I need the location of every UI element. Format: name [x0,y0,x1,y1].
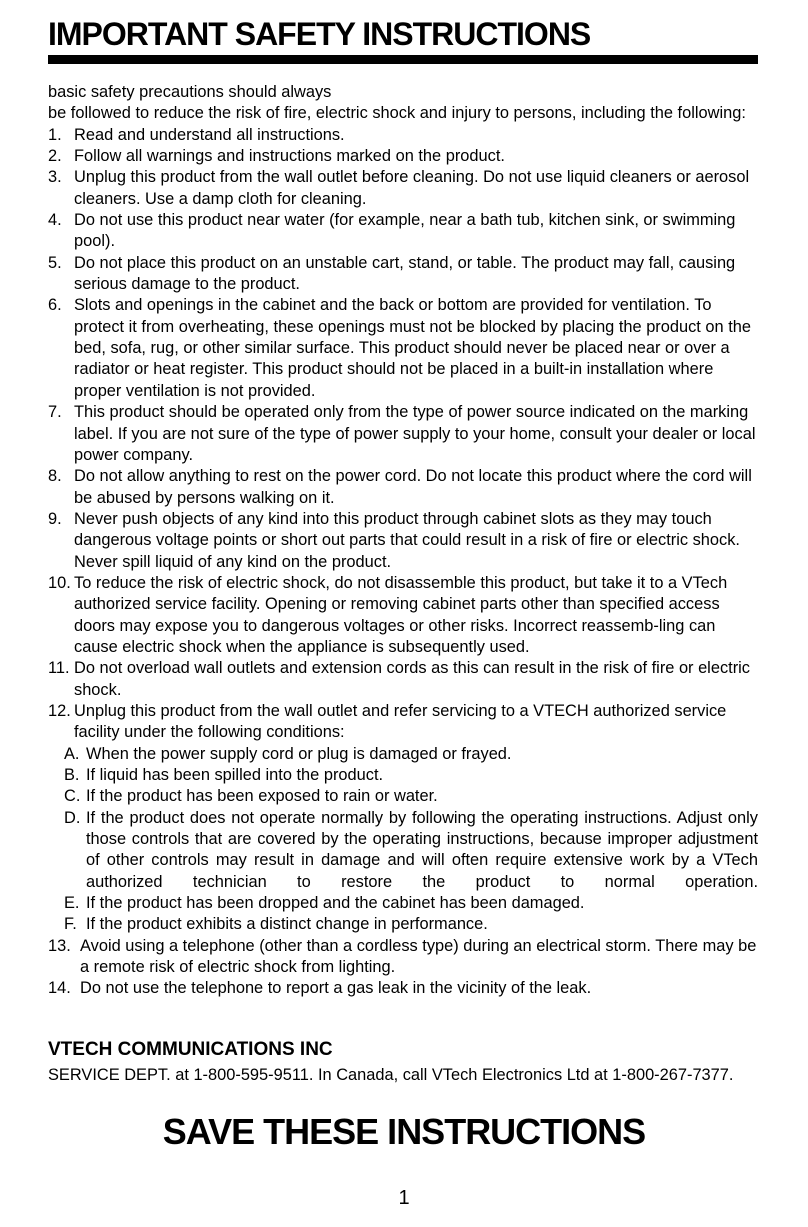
list-item-10 [48,573,758,658]
item-number: 7. [48,403,62,422]
item-text: Do not use the telephone to report a gas leak in the vicinity of the leak. [80,979,592,998]
list-item-3 [48,167,758,210]
condition-text: If the product exhibits a distinct change in performance. [86,915,488,934]
list-item-14 [48,978,758,999]
item-number: 11. [48,659,70,678]
condition-letter: D. [64,808,81,827]
item-number: 1. [48,125,62,144]
intro-line-1: basic safety precautions should always [48,83,332,101]
list-item-5 [48,253,758,296]
item-number: 12. [48,701,71,720]
item-text: Follow all warnings and instructions marked on the product. [74,147,505,166]
item-number: 8. [48,467,62,486]
item-text: To reduce the risk of electric shock, do not disassemble this product, but take it to a VTech authorized service facility. Opening or removing cabinet parts other than specified access doors may expose you to dangerous voltages or other risks. Incorrect reassemb-ling can cause electric shock when the appliance is subsequently used. [74,573,728,656]
list-item-2 [48,146,758,167]
condition-text: When the power supply cord or plug is damaged or frayed. [86,744,512,763]
service-contact: SERVICE DEPT. at 1-800-595-9511. In Canada, call VTech Electronics Ltd at 1-800-267-7377. [48,1066,734,1084]
item-number: 13. [48,936,71,955]
condition-text: If the product does not operate normally by following the operating instructions. Adjust only those controls that are covered by the operating instructions, because improper adjustment of other controls may result in damage and will often require extensive work by a VTech authorized technician to restore the product to normal operation. [86,808,758,891]
condition-f [48,914,758,935]
title-rule [48,55,758,64]
condition-a [48,744,758,765]
list-item-4 [48,210,758,253]
condition-c [48,786,758,807]
save-instructions-heading: SAVE THESE INSTRUCTIONS [162,1111,646,1152]
item-number: 2. [48,147,62,166]
condition-b [48,765,758,786]
list-item-6 [48,295,758,402]
item-text: Do not overload wall outlets and extension cords as this can result in the risk of fire or electric shock. [74,659,750,699]
condition-letter: F. [64,915,77,934]
item-text: Avoid using a telephone (other than a cordless type) during an electrical storm. There may be a remote risk of electric shock from lighting. [80,936,757,977]
item-text: Do not allow anything to rest on the power cord. Do not locate this product where the cord will be abused by persons walking on it. [74,467,752,507]
item-number: 9. [48,509,62,528]
condition-d [48,808,758,893]
condition-letter: C. [64,787,81,806]
item-text: Never push objects of any kind into this product through cabinet slots as they may touch dangerous voltage points or short out parts that could result in a risk of fire or electric shock. Never spill liquid of any kind on the product. [74,509,740,571]
condition-text: If the product has been exposed to rain or water. [86,787,438,806]
item-text: Unplug this product from the wall outlet before cleaning. Do not use liquid cleaners or aerosol cleaners. Use a damp cloth for cleaning. [74,168,750,208]
list-item-13 [48,936,758,979]
item-number: 14. [48,979,71,998]
condition-text: If liquid has been spilled into the product. [86,766,384,784]
list-item-8 [48,466,758,509]
condition-text: If the product has been dropped and the cabinet has been damaged. [86,894,585,913]
company-heading: VTECH COMMUNICATIONS INC [48,1039,333,1060]
page-title: IMPORTANT SAFETY INSTRUCTIONS [48,16,591,52]
condition-letter: E. [64,894,80,913]
condition-e [48,893,758,914]
intro-line-2: be followed to reduce the risk of fire, electric shock and injury to persons, including the following: [48,104,746,123]
item-text: Read and understand all instructions. [74,125,345,144]
item-text: Do not use this product near water (for example, near a bath tub, kitchen sink, or swimming pool). [74,211,736,251]
condition-letter: B. [64,766,80,784]
item-number: 4. [48,211,62,230]
condition-letter: A. [64,744,80,763]
item-number: 5. [48,253,62,272]
list-item-11 [48,658,758,701]
item-text: Slots and openings in the cabinet and the back or bottom are provided for ventilation. To protect it from overheating, these openings must not be blocked by placing the product on the bed, sofa, rug, or other similar surface. This product should never be placed near or over a radiator or heat register. This product should not be placed in a built-in installation where proper ventilation is not provided. [74,296,751,400]
page-number: 1 [398,1187,410,1209]
item-number: 6. [48,296,62,315]
item-number: 3. [48,168,62,187]
item-text: This product should be operated only from the type of power source indicated on the marking label. If you are not sure of the type of power supply to your home, consult your dealer or local power company. [74,403,756,464]
instructions-body [48,82,758,1000]
list-item-1 [48,125,758,146]
list-item-12 [48,701,758,744]
list-item-9 [48,509,758,573]
item-text: Do not place this product on an unstable cart, stand, or table. The product may fall, causing serious damage to the product. [74,253,736,294]
item-number: 10. [48,573,71,592]
item-text: Unplug this product from the wall outlet and refer servicing to a VTECH authorized service facility under the following conditions: [74,701,727,742]
list-item-7 [48,402,758,466]
